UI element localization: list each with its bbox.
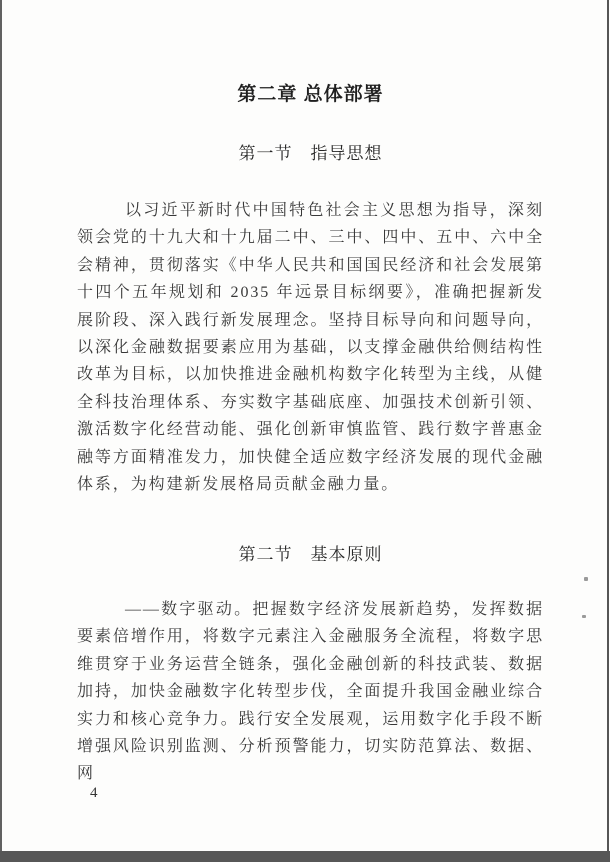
section-1-paragraph: 以习近平新时代中国特色社会主义思想为指导，深刻领会党的十九大和十九届二中、三中、四中、五中、六中全会精神，贯彻落实《中华人民共和国国民经济和社会发展第十四个五年规划和 2035 年远景目标纲要》，准确把握新发展阶段、深入践行新发展理念。坚持目标导向和问题导向，以深化金融数据要素应用为基础，以支撑金融供给侧结构性改革为目标，以加快推进金融机构数字化转型为主线，从健全科技治理体系、夯实数字基础底座、加强技术创新引领、激活数字化经营动能、强化创新审慎监管、践行数字普惠金融等方面精准发力，加快健全适应数字经济发展的现代金融体系，为构建新发展格局贡献金融力量。 [77,202,544,494]
section-2-paragraph: ——数字驱动。把握数字经济发展新趋势，发挥数据要素倍增作用，将数字元素注入金融服务全流程，将数字思维贯穿于业务运营全链条，强化金融创新的科技武装、数据加持，加快金融数字化转型步伐，全面提升我国金融业综合实力和核心竞争力。践行安全发展观，运用数字化手段不断增强风险识别监测、分析预警能力，切实防范算法、数据、网 [77,601,544,783]
scan-edge-left [0,0,2,862]
section-2-title: 第二节 基本原则 [238,545,383,564]
scan-speckle [584,577,588,581]
page-number: 4 [90,785,98,801]
scan-edge-right [607,0,609,862]
scan-edge-bottom [0,851,610,862]
scan-speckle [582,615,586,618]
chapter-title: 第二章 总体部署 [237,84,384,105]
section-1-title: 第一节 指导思想 [238,144,383,163]
